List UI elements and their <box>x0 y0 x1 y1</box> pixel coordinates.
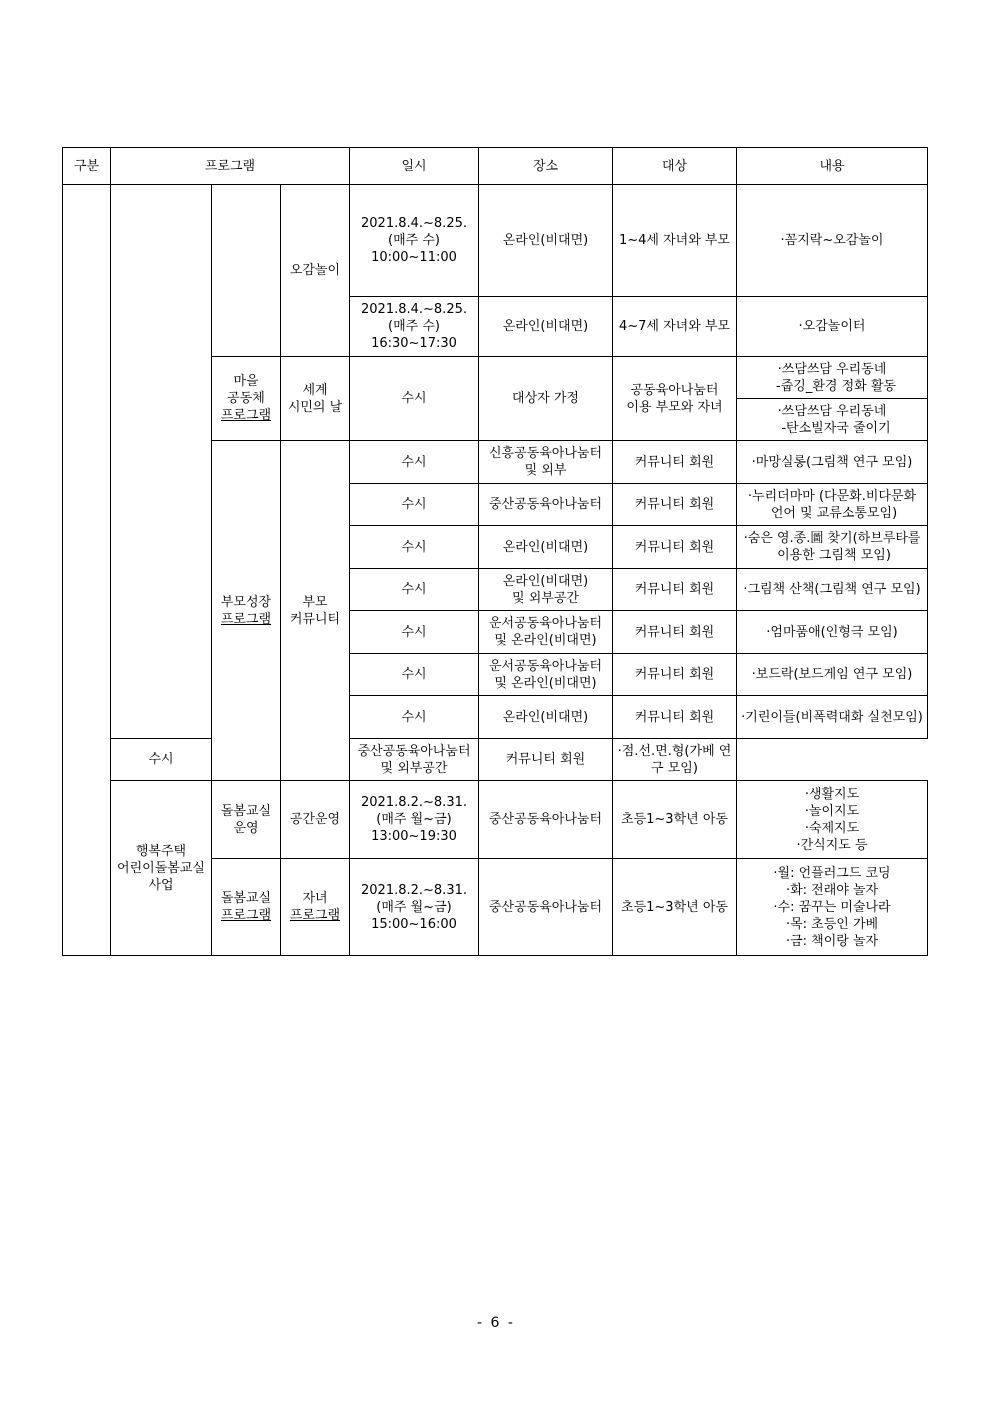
datetime-line: 2021.8.4.~8.25. <box>361 302 467 317</box>
place-cell: 온라인(비대면) <box>479 696 613 739</box>
datetime-cell: 수시 <box>350 611 479 654</box>
group-care-program <box>212 859 281 956</box>
target-cell: 커뮤니티 회원 <box>613 484 737 526</box>
group-line: 돌봄교실 <box>220 803 272 819</box>
subprogram-line: 시민의 날 <box>287 399 343 415</box>
target-cell: 커뮤니티 회원 <box>613 611 737 654</box>
content-line: ·쓰담쓰담 우리동네 <box>777 361 887 377</box>
header-division: 구분 <box>63 148 111 185</box>
datetime-line: 16:30~17:30 <box>371 336 457 351</box>
header-content: 내용 <box>737 148 928 185</box>
content-cell <box>737 484 928 526</box>
content-cell: ·기린이들(비폭력대화 실천모임) <box>737 696 928 739</box>
datetime-cell: 수시 <box>111 739 212 781</box>
datetime-line: (매주 월~금) <box>376 899 452 915</box>
subprogram-five-senses: 오감놀이 <box>281 185 350 357</box>
content-line: ·화: 전래야 놀자 <box>785 882 879 898</box>
group-cell-blank <box>212 185 281 357</box>
target-cell: 커뮤니티 회원 <box>613 696 737 739</box>
subprogram-line: 부모 <box>302 594 328 610</box>
place-cell: 대상자 가정 <box>479 357 613 441</box>
datetime-cell: 수시 <box>350 526 479 569</box>
content-line: 이용한 그림책 모임) <box>777 548 891 563</box>
content-line: -탄소빌자국 줄이기 <box>781 420 891 436</box>
place-line: 운서공동육아나눔터 <box>488 658 603 674</box>
content-cell: ·오감놀이터 <box>737 297 928 357</box>
datetime-cell: 수시 <box>350 569 479 611</box>
content-line: ·생활지도 <box>804 786 860 802</box>
content-line: ·누리더마마 (다문화.비다문화 <box>747 488 917 504</box>
datetime-line: (매주 월~금) <box>376 812 452 827</box>
group-line: 프로그램 <box>220 611 272 627</box>
place-cell <box>479 611 613 654</box>
content-line: ·숙제지도 <box>804 820 860 836</box>
table-row <box>63 781 928 859</box>
group-parent-growth <box>212 441 281 781</box>
content-cell <box>737 357 928 399</box>
content-cell: ·점.선.면.형(가베 연구 모임) <box>613 739 737 781</box>
place-cell <box>350 739 479 781</box>
place-cell: 온라인(비대면) <box>479 185 613 297</box>
header-target: 대상 <box>613 148 737 185</box>
category-happy-housing <box>111 781 212 956</box>
content-cell: ·보드락(보드게임 연구 모임) <box>737 654 928 696</box>
content-line: ·놀이지도 <box>804 803 860 819</box>
content-line: ·월: 언플러그드 코딩 <box>773 865 891 881</box>
target-cell: 4~7세 자녀와 부모 <box>613 297 737 357</box>
target-cell <box>613 357 737 441</box>
datetime-cell: 수시 <box>350 484 479 526</box>
datetime-cell <box>350 781 479 859</box>
place-line: 및 외부 <box>524 463 567 478</box>
group-line: 돌봄교실 <box>220 891 272 906</box>
target-cell: 초등1~3학년 아동 <box>613 859 737 956</box>
place-cell: 중산공동육아나눔터 <box>479 484 613 526</box>
content-line: ·쓰담쓰담 우리동네 <box>777 403 887 419</box>
place-cell <box>479 569 613 611</box>
content-line: ·숨은 영.종.圖 찾기(하브루타를 <box>743 531 921 546</box>
datetime-cell <box>350 859 479 956</box>
datetime-cell <box>350 185 479 297</box>
datetime-cell: 수시 <box>350 654 479 696</box>
target-line: 이용 부모와 자녀 <box>626 399 723 415</box>
content-cell: ·엄마품애(인형극 모임) <box>737 611 928 654</box>
division-cell <box>63 185 111 956</box>
content-line: ·수: 꿈꾸는 미술나라 <box>773 899 891 915</box>
place-cell: 온라인(비대면) <box>479 526 613 569</box>
content-cell <box>737 781 928 859</box>
category-line: 어린이돌봄교실 <box>117 860 205 876</box>
datetime-line: (매주 수) <box>388 233 440 248</box>
place-line: 및 온라인(비대면) <box>494 633 597 648</box>
header-place: 장소 <box>479 148 613 185</box>
subprogram-line: 자녀 <box>302 891 328 906</box>
subprogram-children-program <box>281 859 350 956</box>
place-line: 운서공동육아나눔터 <box>488 616 603 631</box>
place-line: 신흥공동육아나눔터 <box>488 446 603 461</box>
subprogram-world-citizens <box>281 357 350 441</box>
datetime-line: 13:00~19:30 <box>371 829 457 844</box>
group-line: 프로그램 <box>220 408 272 423</box>
content-line: 언어 및 교류소통모임) <box>770 505 898 521</box>
target-cell: 커뮤니티 회원 <box>479 739 613 781</box>
group-line: 운영 <box>233 820 259 836</box>
datetime-line: 2021.8.4.~8.25. <box>361 216 467 231</box>
subprogram-line: 커뮤니티 <box>289 611 341 627</box>
subprogram-line: 프로그램 <box>289 908 341 923</box>
target-cell: 초등1~3학년 아동 <box>613 781 737 859</box>
place-line: 및 온라인(비대면) <box>494 675 597 691</box>
target-cell: 커뮤니티 회원 <box>613 526 737 569</box>
subprogram-line: 세계 <box>302 382 328 398</box>
header-program: 프로그램 <box>111 148 350 185</box>
page-number: - 6 - <box>477 1315 515 1331</box>
group-village-program <box>212 357 281 441</box>
place-cell <box>479 654 613 696</box>
content-line: ·간식지도 등 <box>796 837 868 853</box>
content-cell <box>737 859 928 956</box>
group-line: 마을 <box>233 374 259 389</box>
place-line: 및 외부공간 <box>512 590 579 606</box>
category-line: 사업 <box>148 877 174 893</box>
content-line: -줍깅_환경 정화 활동 <box>776 378 896 394</box>
place-line: 및 외부공간 <box>380 760 448 776</box>
header-row <box>63 148 928 185</box>
content-cell: ·그림책 산책(그림책 연구 모임) <box>737 569 928 611</box>
header-datetime: 일시 <box>350 148 479 185</box>
group-line: 공동체 <box>227 391 265 406</box>
content-cell: ·꼼지락~오감놀이 <box>737 185 928 297</box>
category-cell-blank <box>111 185 212 739</box>
place-cell <box>479 441 613 484</box>
schedule-table <box>62 147 928 956</box>
table-row <box>63 185 928 297</box>
group-line: 프로그램 <box>220 908 272 923</box>
subprogram-parent-community <box>281 441 350 781</box>
table-row <box>63 739 928 781</box>
subprogram-space-operation: 공간운영 <box>281 781 350 859</box>
datetime-cell <box>350 297 479 357</box>
target-cell: 1~4세 자녀와 부모 <box>613 185 737 297</box>
datetime-line: (매주 수) <box>388 319 440 334</box>
category-line: 행복주택 <box>135 843 187 859</box>
place-line: 온라인(비대면) <box>502 573 589 589</box>
content-cell <box>737 399 928 441</box>
datetime-line: 2021.8.2.~8.31. <box>361 882 467 898</box>
place-cell: 온라인(비대면) <box>479 297 613 357</box>
datetime-line: 10:00~11:00 <box>371 250 457 265</box>
target-line: 공동육아나눔터 <box>630 382 719 398</box>
place-cell: 중산공동육아나눔터 <box>479 859 613 956</box>
datetime-line: 15:00~16:00 <box>371 916 457 932</box>
target-cell: 커뮤니티 회원 <box>613 654 737 696</box>
content-cell: ·마망실롱(그림책 연구 모임) <box>737 441 928 484</box>
group-line: 부모성장 <box>220 594 272 610</box>
target-cell: 커뮤니티 회원 <box>613 569 737 611</box>
datetime-cell: 수시 <box>350 441 479 484</box>
target-cell: 커뮤니티 회원 <box>613 441 737 484</box>
content-line: ·금: 책이랑 놀자 <box>785 933 879 949</box>
place-cell: 중산공동육아나눔터 <box>479 781 613 859</box>
datetime-cell: 수시 <box>350 357 479 441</box>
datetime-cell: 수시 <box>350 696 479 739</box>
place-line: 중산공동육아나눔터 <box>357 743 471 759</box>
group-care-operation <box>212 781 281 859</box>
datetime-line: 2021.8.2.~8.31. <box>361 795 467 810</box>
content-line: ·목: 초등인 가베 <box>785 916 879 932</box>
content-cell <box>737 526 928 569</box>
